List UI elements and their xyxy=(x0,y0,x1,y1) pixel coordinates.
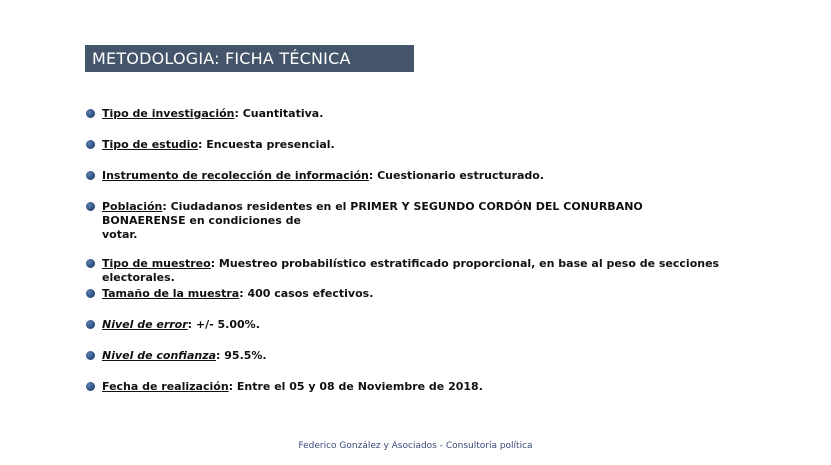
bullet-icon xyxy=(86,171,95,180)
item-value: : 400 casos efectivos. xyxy=(239,287,374,300)
item-label: Población xyxy=(102,200,163,213)
item-label: Tamaño de la muestra xyxy=(102,287,240,300)
bullet-icon xyxy=(86,382,95,391)
item-value: : Encuesta presencial. xyxy=(198,138,335,151)
bullet-icon xyxy=(86,140,95,149)
item-value: : Muestreo probabilístico estratificado proporcional, en base al peso de secciones electorales. xyxy=(102,257,720,284)
item-label: Nivel de confianza xyxy=(102,349,217,362)
bullet-icon xyxy=(86,202,95,211)
item-label: Fecha de realización xyxy=(102,380,229,393)
bullet-icon xyxy=(86,320,95,329)
bullet-icon xyxy=(86,259,95,268)
item-value: : Entre el 05 y 08 de Noviembre de 2018. xyxy=(228,380,483,393)
page-title: METODOLOGIA: FICHA TÉCNICA xyxy=(92,49,351,68)
item-value: : Cuantitativa. xyxy=(234,107,324,120)
item-label: Instrumento de recolección de información xyxy=(102,169,369,182)
bullet-icon xyxy=(86,351,95,360)
item-label: Tipo de muestreo xyxy=(102,257,211,270)
page-footer: Federico González y Asociados - Consultoría política xyxy=(298,441,533,451)
item-label: Tipo de estudio xyxy=(102,138,198,151)
item-label: Nivel de error xyxy=(102,318,188,331)
item-value: : Cuestionario estructurado. xyxy=(368,169,545,182)
item-value: : 95.5%. xyxy=(216,349,267,362)
item-value-continuation: votar. xyxy=(102,228,138,241)
bullet-icon xyxy=(86,289,95,298)
item-value: : +/- 5.00%. xyxy=(187,318,260,331)
item-label: Tipo de investigación xyxy=(102,107,235,120)
item-value: : Ciudadanos residentes en el PRIMER Y SEGUNDO CORDÓN DEL CONURBANO BONAERENSE en condiciones de xyxy=(102,200,643,227)
bullet-icon xyxy=(86,109,95,118)
